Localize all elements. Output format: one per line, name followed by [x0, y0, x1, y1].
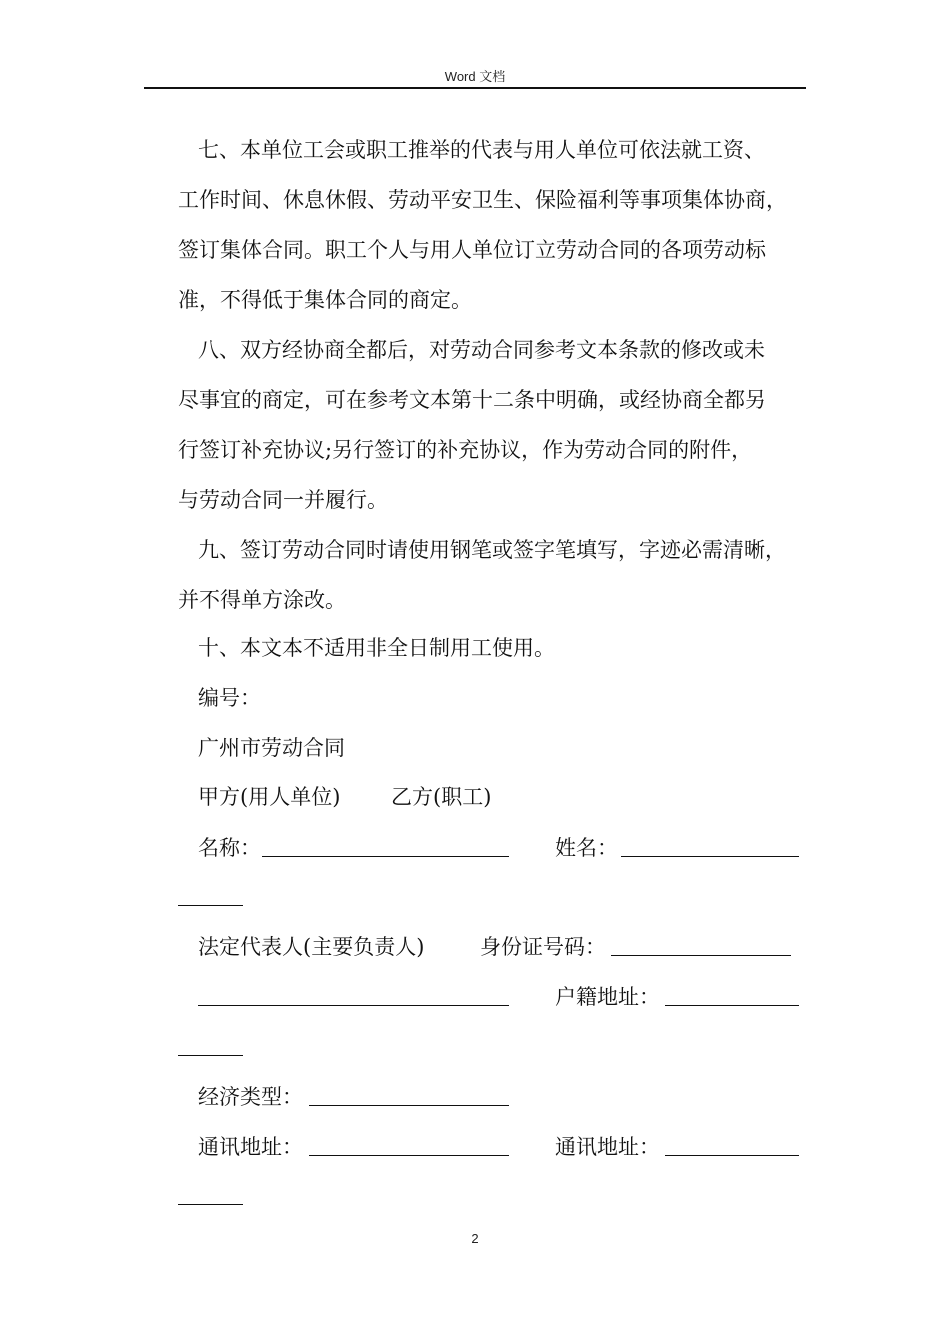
- economic-type-label: 经济类型：: [198, 1085, 303, 1109]
- employee-address-field-continued[interactable]: [178, 1204, 243, 1205]
- paragraph-10: 十、本文本不适用非全日制用工使用。: [198, 636, 555, 660]
- paragraph-8-line-3: 行签订补充协议;另行签订的补充协议，作为劳动合同的附件，: [178, 438, 753, 462]
- employer-name-field[interactable]: [262, 856, 509, 857]
- employee-name-field[interactable]: [621, 856, 799, 857]
- employee-address-label: 通讯地址：: [555, 1135, 660, 1159]
- paragraph-9-line-2: 并不得单方涂改。: [178, 588, 346, 612]
- contract-title: 广州市劳动合同: [198, 736, 345, 760]
- id-number-field[interactable]: [611, 955, 791, 956]
- employer-address-field[interactable]: [309, 1155, 509, 1156]
- paragraph-9-line-1: 九、签订劳动合同时请使用钢笔或签字笔填写，字迹必需清晰，: [198, 538, 786, 562]
- header-rule: [144, 87, 806, 89]
- employee-name-label: 姓名：: [555, 836, 618, 860]
- employer-name-label: 名称：: [198, 836, 261, 860]
- household-address-label: 户籍地址：: [555, 985, 660, 1009]
- legal-representative-field[interactable]: [198, 1005, 509, 1006]
- party-a-heading: 甲方(用人单位): [198, 785, 341, 809]
- legal-representative-label: 法定代表人(主要负责人): [198, 935, 425, 959]
- employee-name-field-continued[interactable]: [178, 905, 243, 906]
- page-header: Word 文档: [444, 69, 506, 84]
- economic-type-field[interactable]: [309, 1105, 509, 1106]
- paragraph-7-line-1: 七、本单位工会或职工推举的代表与用人单位可依法就工资、: [198, 138, 765, 162]
- paragraph-7-line-2: 工作时间、休息休假、劳动平安卫生、保险福利等事项集体协商，: [178, 188, 787, 212]
- contract-number-label: 编号：: [198, 686, 261, 710]
- household-address-field[interactable]: [665, 1005, 799, 1006]
- household-address-field-continued[interactable]: [178, 1055, 243, 1056]
- paragraph-8-line-4: 与劳动合同一并履行。: [178, 488, 388, 512]
- party-b-heading: 乙方(职工): [391, 785, 492, 809]
- employer-address-label: 通讯地址：: [198, 1135, 303, 1159]
- id-number-label: 身份证号码：: [480, 935, 606, 959]
- employee-address-field[interactable]: [665, 1155, 799, 1156]
- paragraph-7-line-3: 签订集体合同。职工个人与用人单位订立劳动合同的各项劳动标: [178, 238, 766, 262]
- paragraph-7-line-4: 准，不得低于集体合同的商定。: [178, 288, 472, 312]
- paragraph-8-line-1: 八、双方经协商全都后，对劳动合同参考文本条款的修改或未: [198, 338, 765, 362]
- page-number: 2: [471, 1231, 479, 1246]
- paragraph-8-line-2: 尽事宜的商定，可在参考文本第十二条中明确，或经协商全都另: [178, 388, 766, 412]
